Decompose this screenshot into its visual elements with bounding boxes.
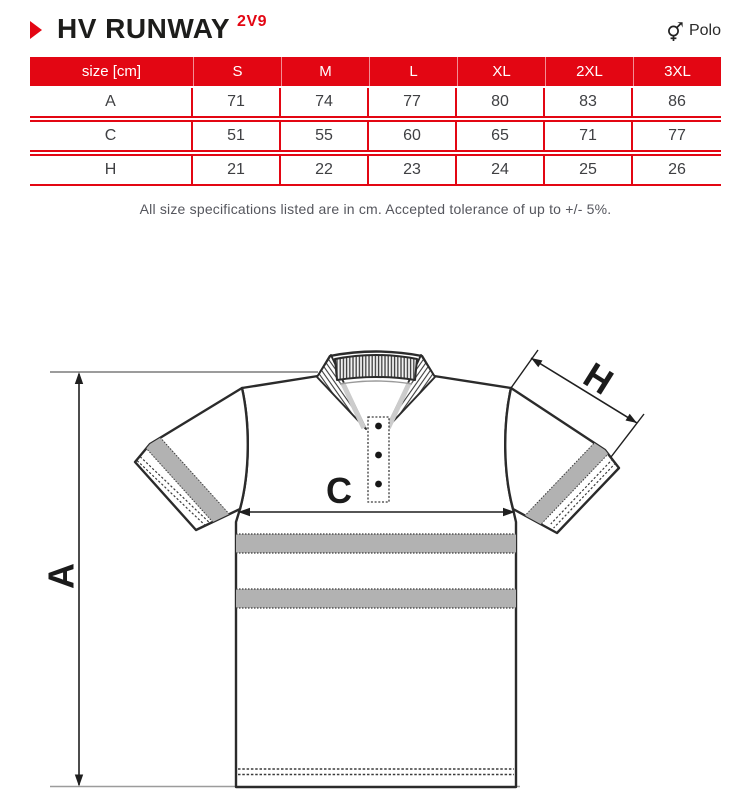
tick-line <box>511 350 538 388</box>
size-value: 21 <box>193 154 281 186</box>
size-value: 51 <box>193 120 281 152</box>
size-value: 25 <box>545 154 633 186</box>
table-row <box>30 120 721 152</box>
button-dot <box>375 423 382 430</box>
garment-diagram-wrap <box>0 340 751 811</box>
size-col-header: XL <box>457 57 545 86</box>
size-value: 60 <box>369 120 457 152</box>
size-table <box>30 55 721 188</box>
unisex-gender-icon <box>665 20 684 42</box>
reflective-stripe-upper <box>236 534 516 553</box>
size-col-header: 2XL <box>545 57 633 86</box>
size-value: 71 <box>193 88 281 118</box>
red-arrow-icon <box>30 21 42 39</box>
row-label: H <box>30 154 193 186</box>
size-col-header: M <box>281 57 369 86</box>
size-value: 77 <box>633 120 721 152</box>
size-unit-header: size [cm] <box>30 57 193 86</box>
size-value: 74 <box>281 88 369 118</box>
size-table-header-row <box>30 57 721 86</box>
right-sleeve <box>505 388 629 540</box>
title-group <box>30 14 267 44</box>
size-value: 26 <box>633 154 721 186</box>
size-col-header: S <box>193 57 281 86</box>
size-value: 55 <box>281 120 369 152</box>
product-type-label: Polo <box>688 22 721 39</box>
left-sleeve <box>125 388 247 537</box>
product-type <box>665 20 721 42</box>
reflective-stripe-lower <box>236 589 516 608</box>
size-col-header: L <box>369 57 457 86</box>
header <box>0 0 751 44</box>
size-value: 22 <box>281 154 369 186</box>
row-label: A <box>30 88 193 118</box>
chest-dim-label: C <box>326 470 352 511</box>
row-label: C <box>30 120 193 152</box>
height-dim-label: A <box>40 563 82 589</box>
size-table-wrap <box>30 55 721 188</box>
garment-diagram <box>0 340 751 811</box>
arrow-down-icon <box>75 775 83 787</box>
size-value: 80 <box>457 88 545 118</box>
arrow-downright-icon <box>626 414 638 423</box>
table-row <box>30 88 721 118</box>
size-col-header: 3XL <box>633 57 721 86</box>
size-value: 23 <box>369 154 457 186</box>
size-value: 65 <box>457 120 545 152</box>
button-dot <box>375 452 382 459</box>
button-dot <box>375 481 382 488</box>
variant-code: 2V9 <box>237 13 268 30</box>
size-value: 77 <box>369 88 457 118</box>
arrow-upleft-icon <box>531 358 543 367</box>
sleeve-dim-label: H <box>576 354 621 403</box>
page-title: HV RUNWAY <box>57 13 231 44</box>
table-row <box>30 154 721 186</box>
size-value: 24 <box>457 154 545 186</box>
arrow-up-icon <box>75 372 83 384</box>
size-note: All size specifications listed are in cm. Accepted tolerance of up to +/- 5%. <box>139 201 612 217</box>
size-value: 71 <box>545 120 633 152</box>
size-value: 86 <box>633 88 721 118</box>
size-value: 83 <box>545 88 633 118</box>
collar-back-band <box>335 355 417 380</box>
placket <box>368 417 389 502</box>
